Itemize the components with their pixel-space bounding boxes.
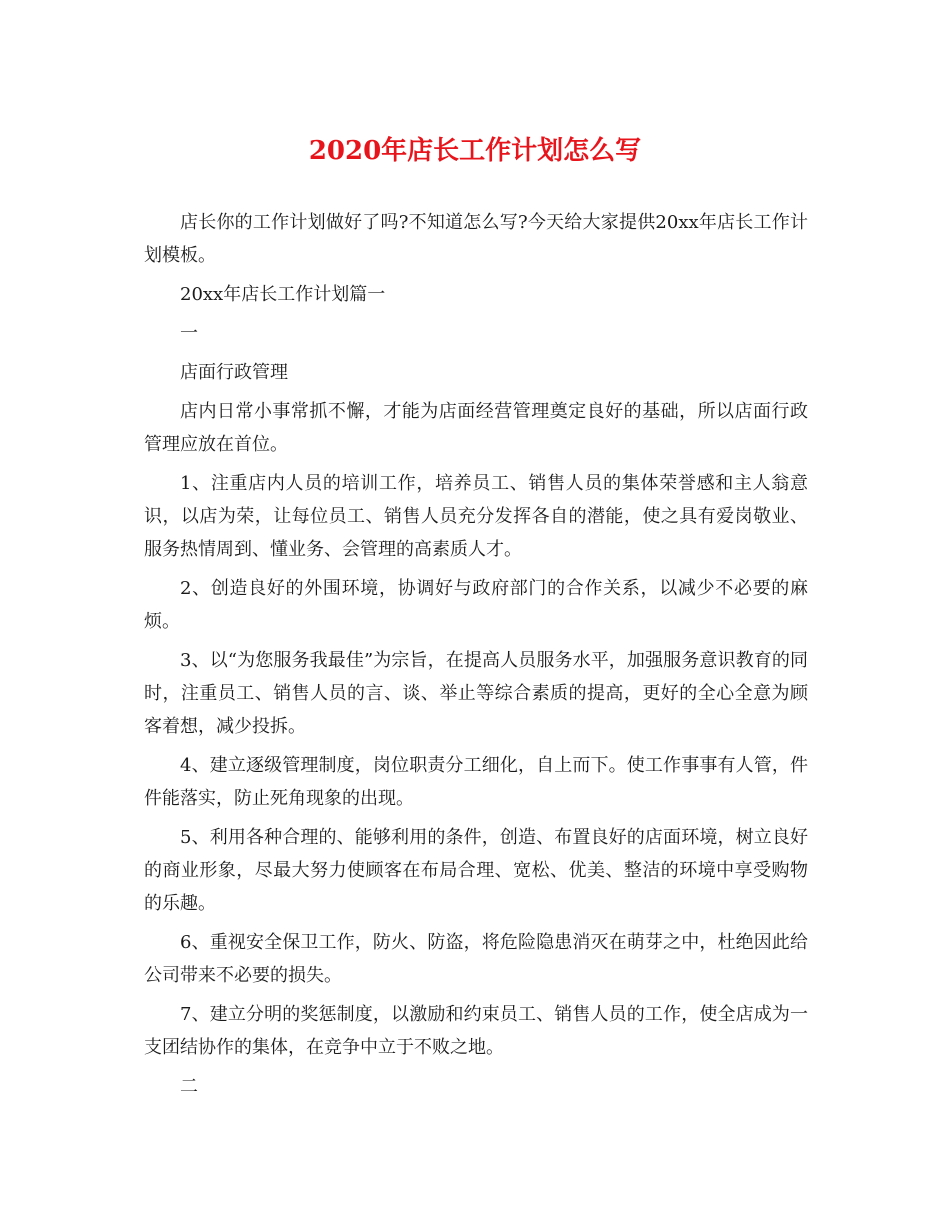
document-body bbox=[144, 206, 808, 1109]
section-heading-plan-one: 20xx年店长工作计划篇一 bbox=[180, 284, 386, 305]
list-item-4: 4、建立逐级管理制度，岗位职责分工细化，自上而下。使工作事事有人管，件件能落实，防止死角现象的出现。 bbox=[144, 755, 808, 809]
paragraph-admin-intro: 店内日常小事常抓不懈，才能为店面经营管理奠定良好的基础，所以店面行政管理应放在首位。 bbox=[144, 401, 808, 455]
list-item-7: 7、建立分明的奖惩制度，以激励和约束员工、销售人员的工作，使全店成为一支团结协作的集体，在竞争中立于不败之地。 bbox=[144, 1004, 808, 1058]
list-item-3: 3、以“为您服务我最佳”为宗旨，在提高人员服务水平，加强服务意识教育的同时，注重员工、销售人员的言、谈、举止等综合素质的提高，更好的全心全意为顾客着想，减少投拆。 bbox=[144, 650, 808, 737]
document-title: 2020年店长工作计划怎么写 bbox=[308, 136, 642, 166]
list-item-6: 6、重视安全保卫工作，防火、防盗，将危险隐患消灭在萌芽之中，杜绝因此给公司带来不必要的损失。 bbox=[144, 932, 808, 986]
list-item-1: 1、注重店内人员的培训工作，培养员工、销售人员的集体荣誉感和主人翁意识，以店为荣，让每位员工、销售人员充分发挥各自的潜能，使之具有爱岗敬业、服务热情周到、懂业务、会管理的高素质人才。 bbox=[144, 473, 808, 560]
section-number-two: 二 bbox=[180, 1076, 198, 1097]
paragraph-intro: 店长你的工作计划做好了吗?不知道怎么写?今天给大家提供20xx年店长工作计划模板。 bbox=[144, 212, 808, 266]
list-item-2: 2、创造良好的外围环境，协调好与政府部门的合作关系，以减少不必要的麻烦。 bbox=[144, 578, 808, 632]
section-number-one: 一 bbox=[180, 323, 198, 344]
section-heading-admin: 店面行政管理 bbox=[180, 362, 288, 383]
list-item-5: 5、利用各种合理的、能够利用的条件，创造、布置良好的店面环境，树立良好的商业形象，尽最大努力使顾客在布局合理、宽松、优美、整洁的环境中享受购物的乐趣。 bbox=[144, 827, 808, 914]
